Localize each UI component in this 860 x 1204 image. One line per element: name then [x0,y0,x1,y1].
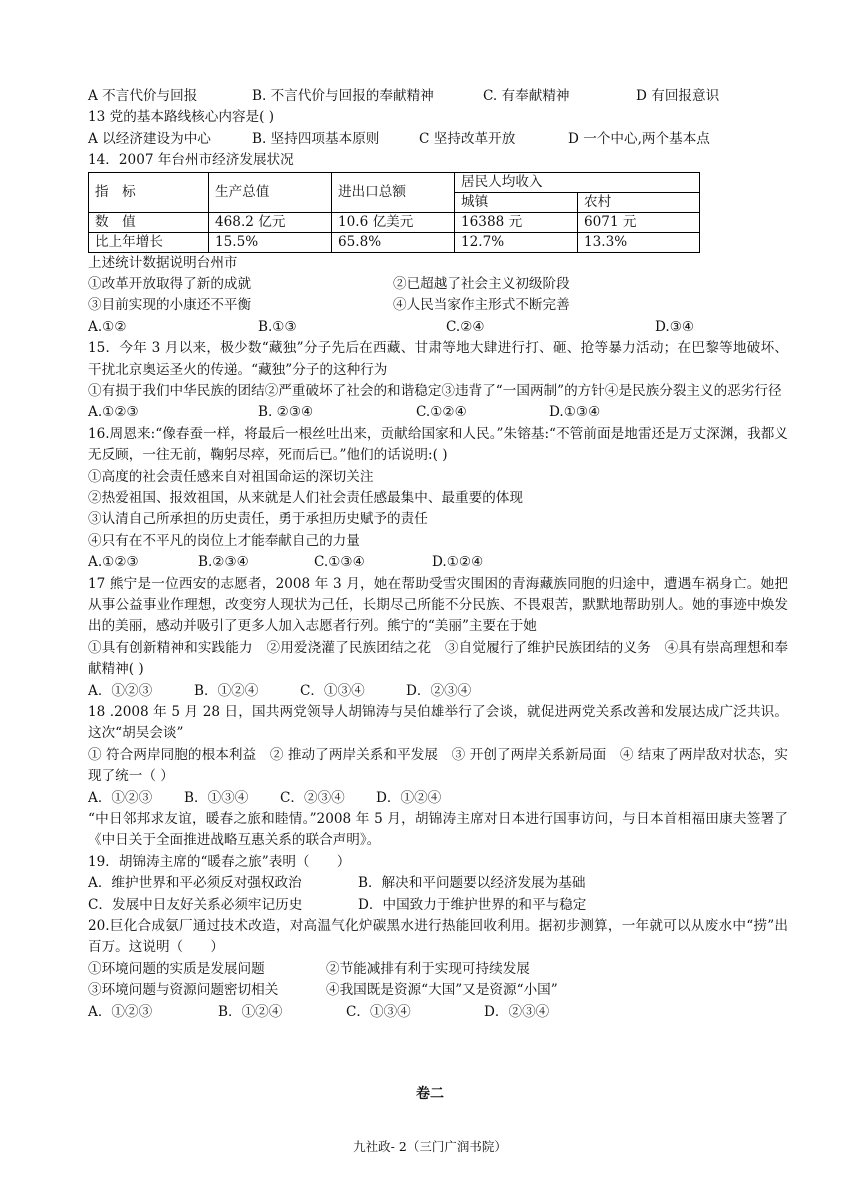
table-cell: 468.2 亿元 [209,212,332,232]
exam-page [88,86,788,1023]
q17-option-d: D．②③④ [406,682,472,699]
q13-options [88,129,788,150]
q16-item-2: ②热爱祖国、报效祖国，从来就是人们社会责任感最集中、最重要的体现 [88,489,523,506]
table-cell: 6071 元 [578,212,700,232]
q14-item-4: ④人民当家作主形式不断完善 [393,297,570,314]
q15-items: ①有损于我们中华民族的团结②严重破坏了社会的和谐稳定③违背了“一国两制”的方针④是民族分裂主义的恶劣行径 [88,382,782,399]
q17-option-a: A．①②③ [88,682,153,699]
q12-option-d: D 有回报意识 [636,88,720,104]
q14-option-b: B.①③ [258,318,297,335]
q14-item-3: ③目前实现的小康还不平衡 [88,297,252,314]
table-cell: 65.8% [332,232,455,252]
q16-item-1: ①高度的社会责任感来自对祖国命运的深切关注 [88,468,374,485]
q18-option-a: A．①②③ [88,789,153,806]
table-header-indicator: 指 标 [89,172,209,212]
q19-option-d: D．中国致力于维护世界的和平与稳定 [358,896,587,913]
q16-item-3: ③认清自己所承担的历史责任，勇于承担历史赋予的责任 [88,511,428,528]
q17-stem: 17 熊宁是一位西安的志愿者，2008 年 3 月，她在帮助受雪灾围困的青海藏族同胞的归途中，遭遇车祸身亡。她把从事公益事业作理想，改变穷人现状为己任，长期尽己所能不分民族、不畏艰苦，默默地帮助别人。她的事迹中焕发出的美丽，感动并吸引了更多人加入志愿者行列。熊宁的“美丽”主要在于她 [88,575,788,635]
q19-stem: 19．胡锦涛主席的“暖春之旅”表明（ ） [88,853,351,870]
q15-stem: 15．今年 3 月以来，极少数“藏独”分子先后在西藏、甘肃等地大肆进行打、砸、抢等暴力活动；在巴黎等地破坏、干扰北京奥运圣火的传递。“藏独”分子的这种行为 [88,340,788,378]
table-cell: 12.7% [455,232,578,252]
table-row [89,232,700,252]
q13-option-c: C 坚持改革开放 [419,130,516,147]
q16-stem: 16.周恩来:“像春蚕一样，将最后一根丝吐出来，贡献给国家和人民。”朱镕基:“不管前面是地雷还是万丈深渊，我都义无反顾，一往无前，鞠躬尽瘁，死而后已。”他们的话说明:( ) [88,425,788,464]
table-header-rural: 农村 [578,192,700,212]
q14-options [88,317,788,338]
q15-option-c: C.①②④ [416,404,467,421]
q17-items: ①具有创新精神和实践能力 ②用爱浇灌了民族团结之花 ③自觉履行了维护民族团结的义务 ④具有崇高理想和奉献精神( ) [88,639,788,678]
material-text: “中日邻邦求友谊，暖春之旅和睦情。”2008 年 5 月，胡锦涛主席对日本进行国事访问，与日本首相福田康夫签署了《中日关于全面推进战略互惠关系的联合声明》。 [88,810,788,849]
q16-option-a: A.①②③ [88,554,139,571]
q19-options-row1 [88,873,788,894]
q13-option-a: A 以经济建设为中心 [88,130,211,147]
q17-options [88,681,788,702]
q16-item-4: ④只有在不平凡的岗位上才能奉献自己的力量 [88,532,360,549]
q14-items-row1 [88,274,788,295]
table-header-urban: 城镇 [455,192,578,212]
q17-option-c: C．①③④ [300,682,365,699]
table-cell: 13.3% [578,232,700,252]
q19-options-row2 [88,895,788,916]
table-header-trade: 进出口总额 [332,172,455,212]
q20-item-2: ②节能减排有利于实现可持续发展 [326,960,530,977]
q18-option-c: C．②③④ [280,789,345,806]
q14-option-a: A.①② [88,318,127,335]
q20-items-row2 [88,980,788,1001]
table-cell: 16388 元 [455,212,578,232]
table-header-gdp: 生产总值 [209,172,332,212]
q16-options [88,552,788,573]
q13-option-b: B. 坚持四项基本原则 [252,130,380,147]
q13-stem: 13 党的基本路线核心内容是( ) [88,109,275,126]
table-cell: 数 值 [89,212,209,232]
economic-stats-table [88,172,700,253]
table-cell: 15.5% [209,232,332,252]
q15-options [88,402,788,423]
q18-items: ① 符合两岸同胞的根本利益 ② 推动了两岸关系和平发展 ③ 开创了两岸关系新局面 ④ 结束了两岸敌对状态，实现了统一（ ） [88,746,788,785]
table-row [89,212,700,232]
q18-options [88,788,788,809]
q14-items-row2 [88,295,788,316]
q20-item-3: ③环境问题与资源问题密切相关 [88,982,279,999]
q14-option-c: C.②④ [446,318,485,335]
q20-options [88,1002,788,1023]
q15-option-a: A.①②③ [88,404,139,421]
q12-options [88,86,788,107]
q16-option-d: D.①②④ [432,554,484,571]
page-footer: 九社政- 2（三门广润书院） [353,1139,507,1154]
q18-option-b: B．①③④ [184,789,249,806]
q14-stem: 14．2007 年台州市经济发展状况 [88,152,294,169]
q15-option-d: D.①③④ [549,404,601,421]
q14-item-1: ①改革开放取得了新的成就 [88,275,252,292]
table-cell: 比上年增长 [89,232,209,252]
q19-option-c: C．发展中日友好关系必须牢记历史 [88,896,303,913]
q20-stem: 20.巨化合成氨厂通过技术改造，对高温气化炉碳黑水进行热能回收利用。据初步测算，一年就可以从废水中“捞”出百万。这说明（ ） [88,917,788,956]
q16-option-c: C.①③④ [314,554,365,571]
q20-option-b: B．①②④ [218,1003,283,1020]
q20-item-1: ①环境问题的实质是发展问题 [88,960,265,977]
table-cell: 10.6 亿美元 [332,212,455,232]
q19-option-b: B．解决和平问题要以经济发展为基础 [358,875,586,892]
table-header-income: 居民人均收入 [455,172,700,192]
q14-question: 上述统计数据说明台州市 [88,254,238,271]
q14-option-d: D.③④ [655,318,695,335]
q18-option-d: D．①②④ [376,789,442,806]
q18-stem: 18 .2008 年 5 月 28 日，国共两党领导人胡锦涛与吴伯雄举行了会谈，就促进两党关系改善和发展达成广泛共识。这次“胡吴会谈” [88,703,788,742]
q19-option-a: A．维护世界和平必须反对强权政治 [88,875,302,892]
q12-option-c: C. 有奉献精神 [483,88,570,104]
q20-option-d: D．②③④ [484,1003,550,1020]
q12-option-b: B. 不言代价与回报的奉献精神 [252,88,434,104]
q17-option-b: B．①②④ [194,682,259,699]
q12-option-a: A 不言代价与回报 [88,88,198,104]
q20-item-4: ④我国既是资源“大国”又是资源“小国” [326,982,558,999]
q20-items-row1 [88,959,788,980]
q16-option-b: B.②③④ [198,554,249,571]
section-title: 卷二 [416,1086,444,1102]
q15-option-b: B. ②③④ [258,404,314,421]
q14-item-2: ②已超越了社会主义初级阶段 [393,275,570,292]
q20-option-c: C．①③④ [346,1003,411,1020]
q13-option-d: D 一个中心,两个基本点 [568,130,710,147]
q20-option-a: A．①②③ [88,1003,153,1020]
